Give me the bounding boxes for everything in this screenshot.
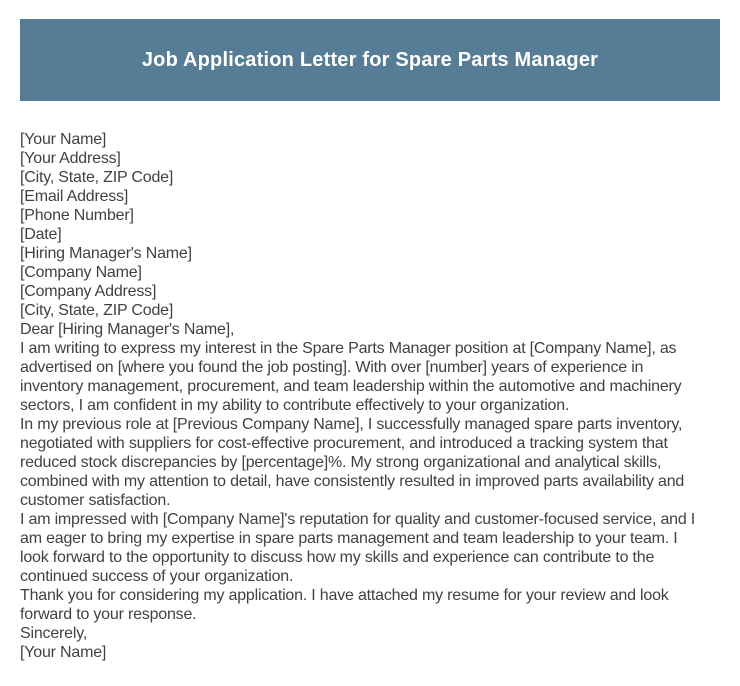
letter-line: look forward to the opportunity to discuss how my skills and experience can contribute to the [20,549,655,566]
letter-line: continued success of your organization. [20,568,294,585]
letter-line: [City, State, ZIP Code] [20,169,174,186]
letter-body [20,130,725,662]
letter-line: [City, State, ZIP Code] [20,302,174,319]
letter-line: I am impressed with [Company Name]'s reputation for quality and customer-focused service, and I [20,511,696,528]
letter-line: advertised on [where you found the job posting]. With over [number] years of experience in [20,359,644,376]
letter-line: [Phone Number] [20,207,134,224]
letter-line: inventory management, procurement, and team leadership within the automotive and machinery [20,378,682,395]
letter-line: Dear [Hiring Manager's Name], [20,321,235,338]
letter-line: sectors, I am confident in my ability to contribute effectively to your organization. [20,397,570,414]
letter-line: [Hiring Manager's Name] [20,245,192,262]
letter-line: Sincerely, [20,625,88,642]
letter-line: negotiated with suppliers for cost-effective procurement, and introduced a tracking system that [20,435,668,452]
header-banner [20,19,720,101]
letter-line: [Date] [20,226,62,243]
letter-line: [Company Address] [20,283,157,300]
letter-line: [Email Address] [20,188,129,205]
letter-line: [Your Address] [20,150,121,167]
letter-line: [Your Name] [20,644,107,661]
letter-line: reduced stock discrepancies by [percentage]%. My strong organizational and analytical skills, [20,454,662,471]
letter-line: forward to your response. [20,606,197,623]
letter-line: customer satisfaction. [20,492,171,509]
letter-line: Thank you for considering my application. I have attached my resume for your review and look [20,587,669,604]
letter-line: combined with my attention to detail, have consistently resulted in improved parts availability and [20,473,685,490]
letter-line: In my previous role at [Previous Company Name], I successfully managed spare parts inventory, [20,416,683,433]
page-title: Job Application Letter for Spare Parts Manager [141,48,599,71]
letter-line: [Your Name] [20,131,107,148]
letter-line: I am writing to express my interest in the Spare Parts Manager position at [Company Name], as [20,340,677,357]
letter-line: am eager to bring my expertise in spare parts management and team leadership to your team. I [20,530,678,547]
letter-line: [Company Name] [20,264,142,281]
